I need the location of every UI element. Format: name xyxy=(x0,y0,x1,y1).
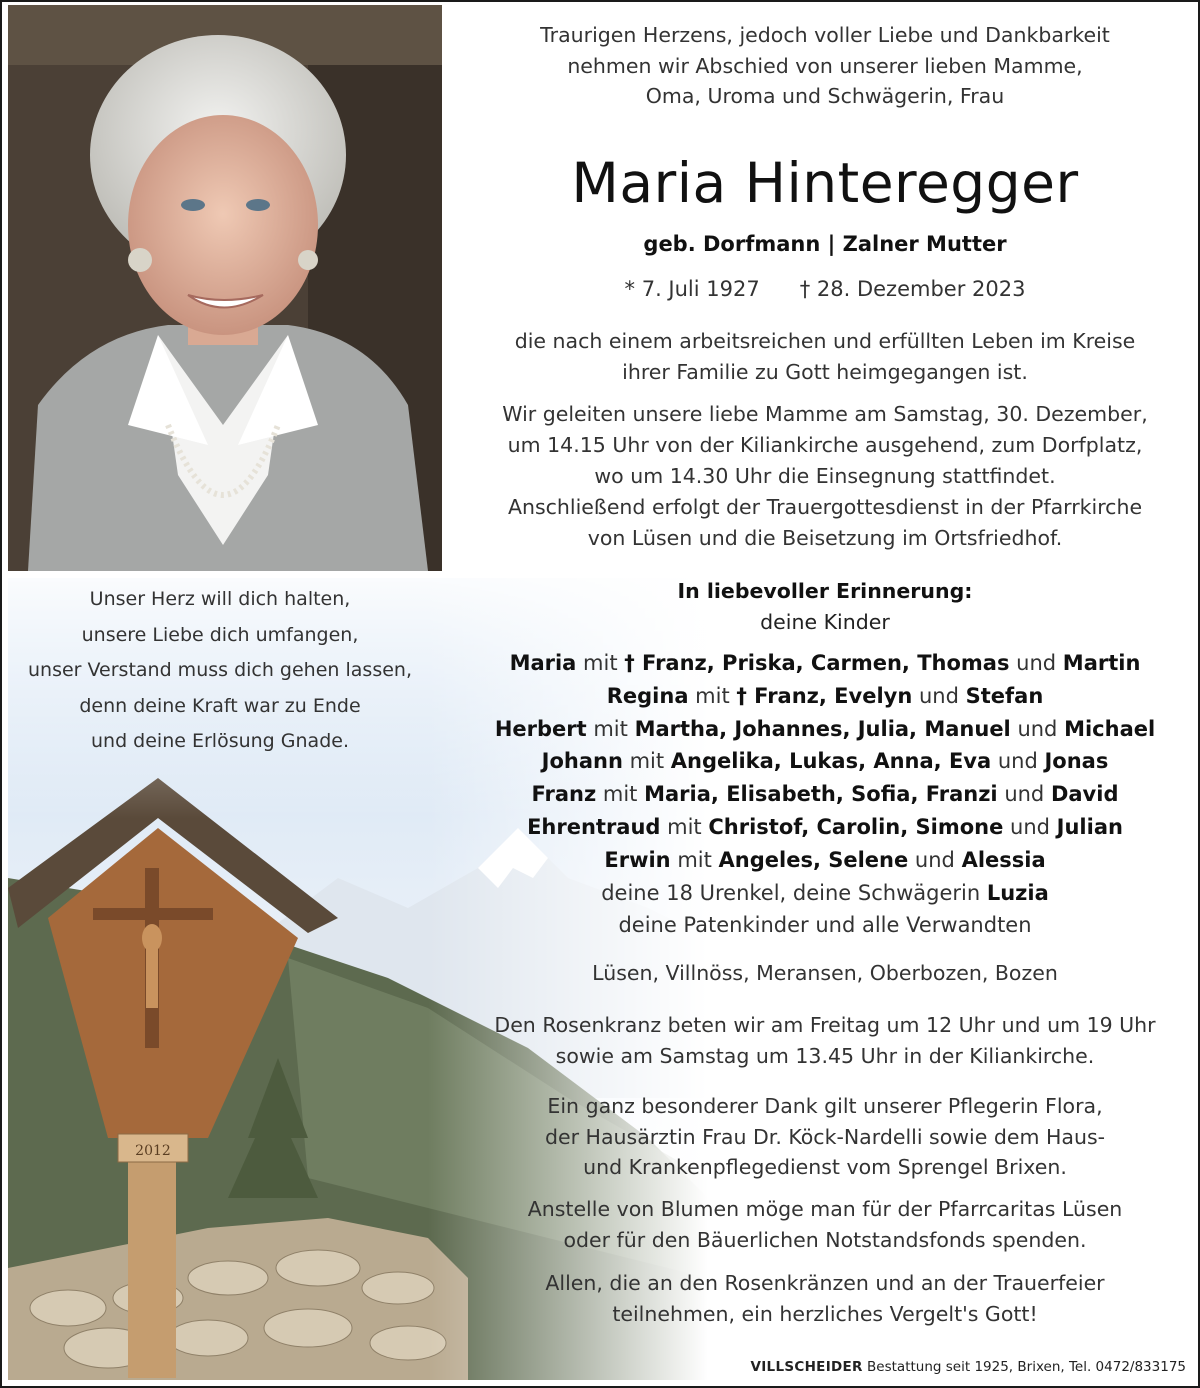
family-segment: mit xyxy=(596,782,645,807)
family-segment: mit xyxy=(586,716,635,741)
family-segment: Christof, Carolin, Simone xyxy=(708,814,1004,839)
family-segment: Maria xyxy=(509,651,577,675)
family-segment: deine 18 Urenkel, deine Schwägerin xyxy=(601,880,987,905)
text-line: Anschließend erfolgt der Trauergottesdienst in der Pfarrkirche xyxy=(507,495,1143,519)
family-segment: Franz xyxy=(531,782,597,807)
birth-date: * 7. Juli 1927 xyxy=(624,277,760,301)
family-segment: Johann xyxy=(541,749,623,774)
family-segment: mit xyxy=(670,847,719,872)
poem xyxy=(20,582,420,760)
donation-text xyxy=(460,1194,1190,1255)
text-line: Ein ganz besonderer Dank gilt unserer Pflegerin Flora, xyxy=(547,1094,1103,1118)
family-line xyxy=(460,811,1190,844)
text-line: ihrer Familie zu Gott heimgegangen ist. xyxy=(622,359,1028,384)
text-line: sowie am Samstag um 13.45 Uhr in der Kiliankirche. xyxy=(555,1043,1095,1068)
text-line: der Hausärztin Frau Dr. Köck-Nardelli sowie dem Haus- xyxy=(544,1124,1106,1149)
memory-heading xyxy=(460,576,1190,637)
family-line xyxy=(460,713,1190,746)
family-segment: und xyxy=(1003,814,1057,839)
intro-line: Oma, Uroma und Schwägerin, Frau xyxy=(645,84,1005,108)
deceased-name: Maria Hinteregger xyxy=(571,151,1079,215)
rosary-info xyxy=(460,1010,1190,1071)
family-segment: mit xyxy=(688,683,737,708)
family-segment: Regina xyxy=(606,683,689,708)
family-segment: Martha, Johannes, Julia, Manuel xyxy=(634,716,1011,741)
life-dates xyxy=(460,274,1190,304)
family-segment: und xyxy=(1010,716,1065,741)
family-segment: und xyxy=(991,749,1045,774)
funeral-home-footer xyxy=(750,1359,1186,1375)
text-line: Wir geleiten unsere liebe Mamme am Samstag, 30. Dezember, xyxy=(502,402,1148,426)
poem-line: unser Verstand muss dich gehen lassen, xyxy=(28,659,412,681)
family-line xyxy=(460,909,1190,942)
poem-line: Unser Herz will dich halten, xyxy=(89,588,351,610)
poem-line: denn deine Kraft war zu Ende xyxy=(79,694,361,717)
family-line xyxy=(460,844,1190,877)
family-line xyxy=(460,647,1190,680)
closing-text xyxy=(460,1268,1190,1330)
family-segment: Stefan xyxy=(965,683,1044,708)
family-segment: deine Patenkinder und alle Verwandten xyxy=(618,913,1032,938)
family-segment: Michael xyxy=(1064,716,1156,741)
family-list xyxy=(460,647,1190,942)
intro-text xyxy=(460,20,1190,112)
death-date: † 28. Dezember 2023 xyxy=(799,277,1026,301)
text-line: wo um 14.30 Uhr die Einsegnung stattfindet. xyxy=(594,464,1056,488)
family-segment: Herbert xyxy=(494,716,587,741)
memory-subtitle: deine Kinder xyxy=(760,609,890,634)
text-line: Anstelle von Blumen möge man für der Pfarrcaritas Lüsen xyxy=(527,1197,1123,1221)
text-line: um 14.15 Uhr von der Kiliankirche ausgehend, zum Dorfplatz, xyxy=(507,433,1143,457)
family-segment: und xyxy=(1009,651,1063,675)
text-line: teilnehmen, ein herzliches Vergelt's Gott! xyxy=(612,1302,1038,1326)
family-segment: mit xyxy=(660,814,709,839)
funeral-home-details: Bestattung seit 1925, Brixen, Tel. 0472/833175 xyxy=(862,1359,1186,1375)
family-segment: und xyxy=(912,683,966,708)
text-line: Den Rosenkranz beten wir am Freitag um 12 Uhr und um 19 Uhr xyxy=(494,1013,1156,1037)
memory-title: In liebevoller Erinnerung: xyxy=(677,579,973,603)
family-segment: und xyxy=(997,782,1051,807)
family-line xyxy=(460,778,1190,811)
family-segment: Alessia xyxy=(961,847,1046,872)
family-segment: † Franz, Evelyn xyxy=(736,683,913,708)
text-line: Allen, die an den Rosenkränzen und an der Trauerfeier xyxy=(545,1271,1105,1295)
intro-line: Traurigen Herzens, jedoch voller Liebe und Dankbarkeit xyxy=(540,23,1110,47)
family-segment: Angelika, Lukas, Anna, Eva xyxy=(670,749,992,774)
family-segment: Martin xyxy=(1062,651,1141,675)
family-line xyxy=(460,745,1190,778)
portrait-photo xyxy=(8,5,442,571)
family-segment: Angeles, Selene xyxy=(718,847,909,872)
text-line: oder für den Bäuerlichen Notstandsfonds spenden. xyxy=(563,1227,1087,1252)
family-line xyxy=(460,877,1190,910)
family-segment: Ehrentraud xyxy=(527,814,661,839)
family-segment: Jonas xyxy=(1044,749,1109,774)
funeral-home-name: VILLSCHEIDER xyxy=(750,1359,863,1375)
text-line: von Lüsen und die Beisetzung im Ortsfriedhof. xyxy=(587,526,1063,550)
poem-line: unsere Liebe dich umfangen, xyxy=(81,623,359,646)
text-line: die nach einem arbeitsreichen und erfüllten Leben im Kreise xyxy=(514,329,1136,353)
family-segment: † Franz, Priska, Carmen, Thomas xyxy=(624,651,1010,675)
family-segment: Julian xyxy=(1056,814,1123,839)
family-segment: mit xyxy=(622,749,671,774)
funeral-details xyxy=(460,399,1190,554)
passing-text xyxy=(460,326,1190,387)
family-segment: David xyxy=(1050,782,1119,807)
family-segment: mit xyxy=(576,651,625,675)
family-segment: Luzia xyxy=(986,880,1049,905)
intro-line: nehmen wir Abschied von unserer lieben Mamme, xyxy=(567,53,1083,78)
places: Lüsen, Villnöss, Meransen, Oberbozen, Bozen xyxy=(592,961,1058,985)
text-line: und Krankenpflegedienst vom Sprengel Brixen. xyxy=(583,1155,1067,1179)
family-segment: und xyxy=(908,847,962,872)
poem-line: und deine Erlösung Gnade. xyxy=(91,730,349,752)
deceased-subtitle: geb. Dorfmann | Zalner Mutter xyxy=(643,232,1007,256)
family-segment: Maria, Elisabeth, Sofia, Franzi xyxy=(644,782,998,807)
family-segment: Erwin xyxy=(604,847,671,872)
family-line xyxy=(460,680,1190,713)
thanks-text xyxy=(460,1091,1190,1183)
